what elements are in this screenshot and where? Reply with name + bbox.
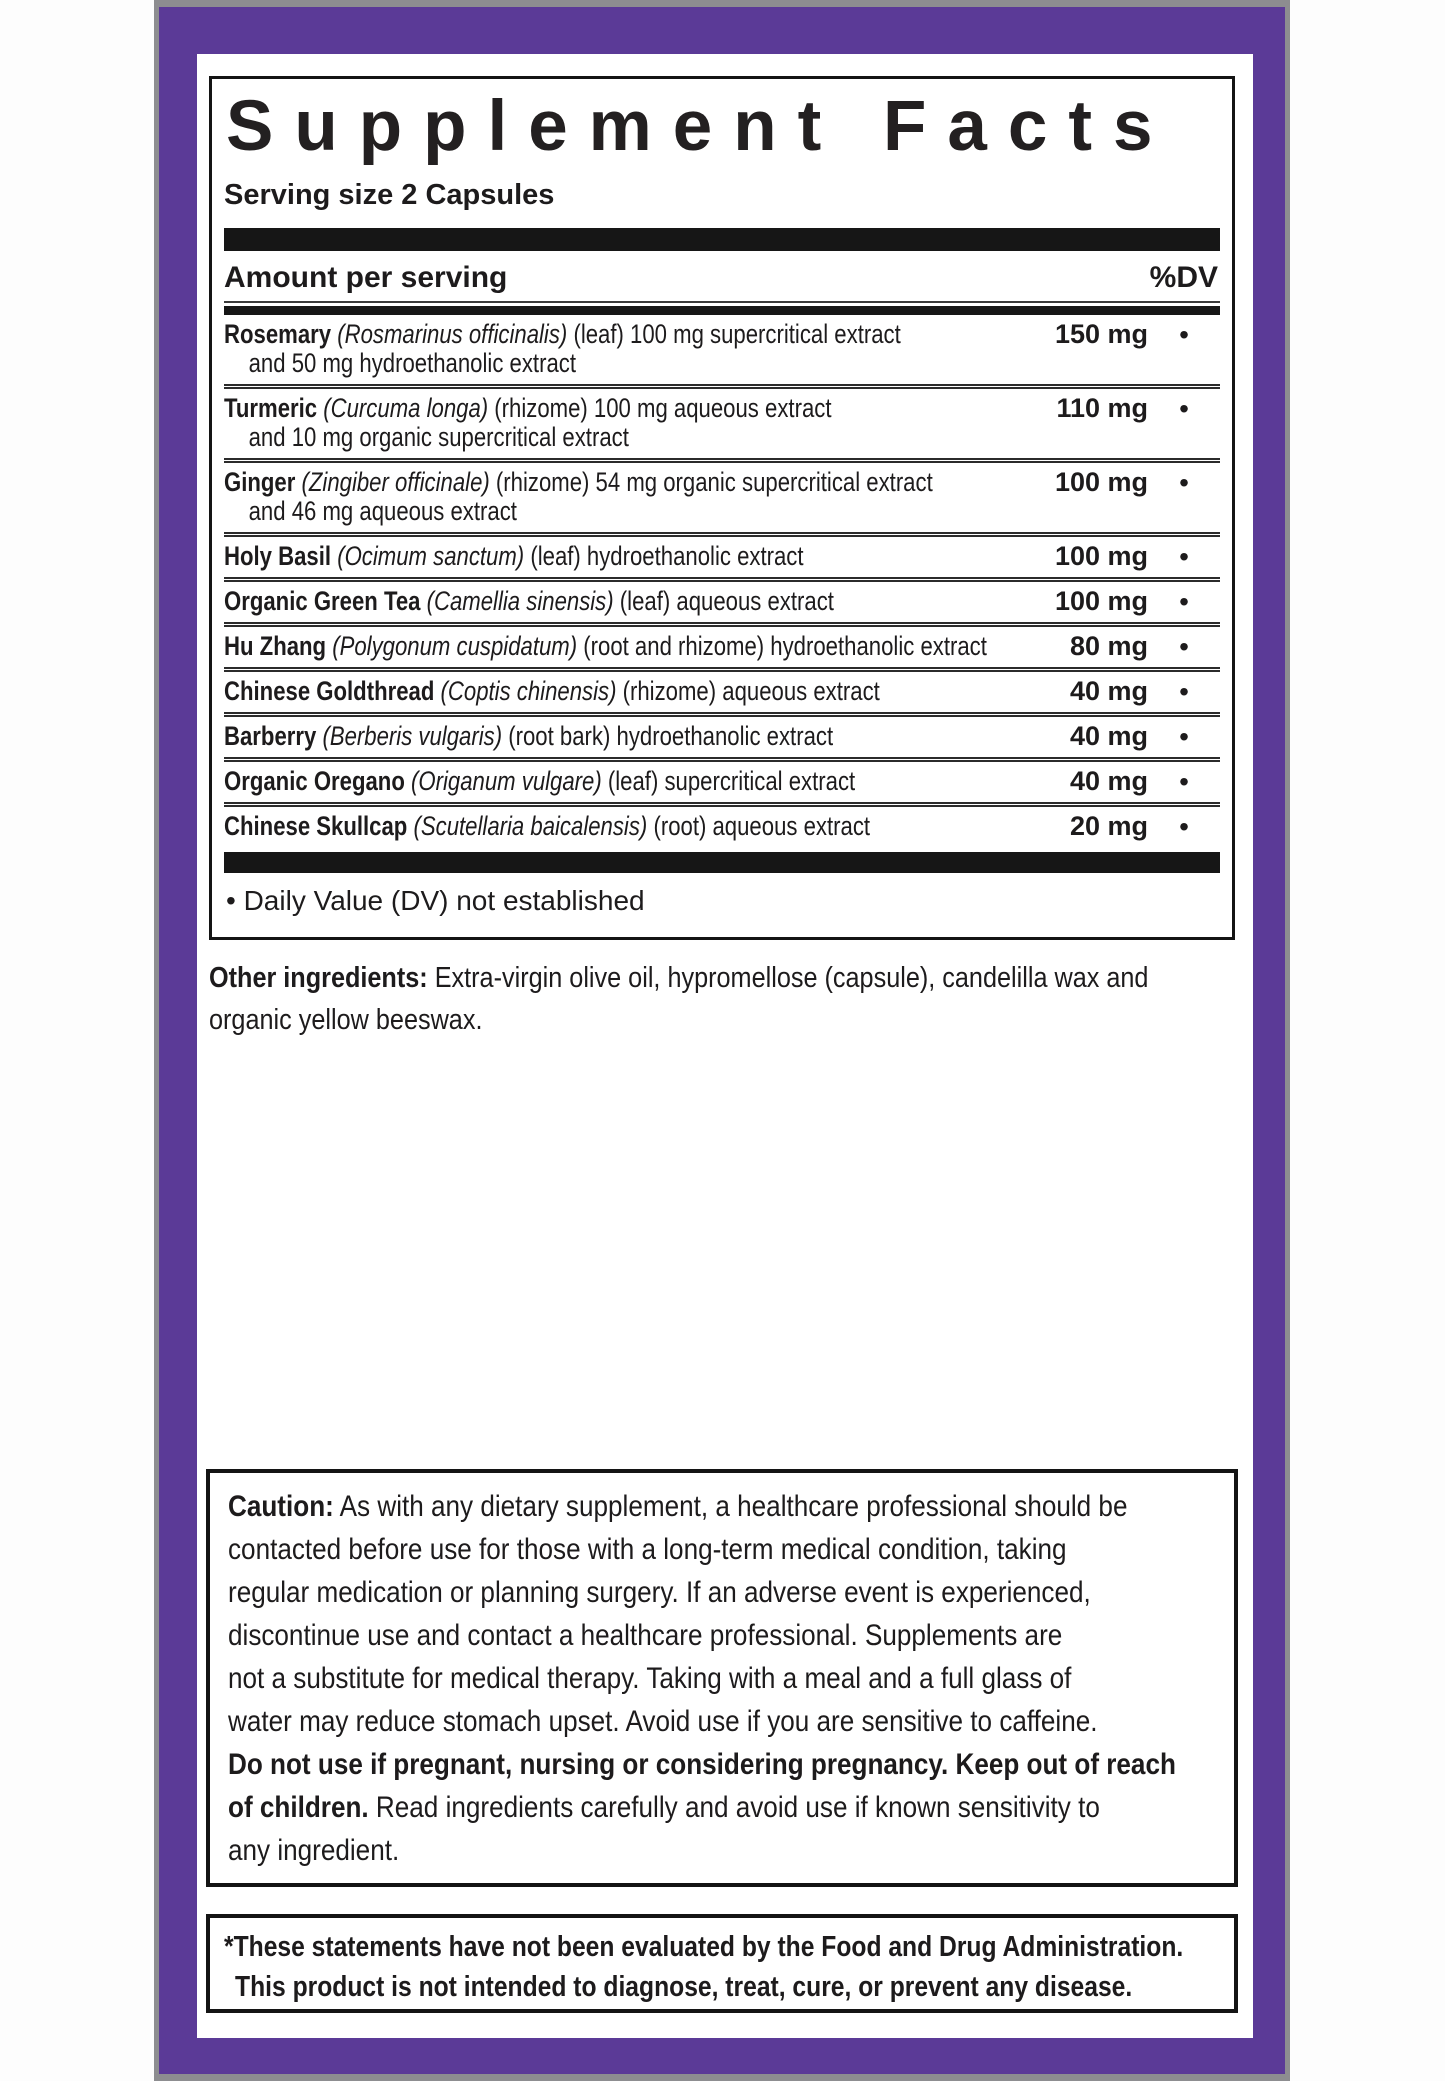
ingredient-text (224, 677, 1008, 706)
table-row (224, 627, 1220, 667)
divider-thick-top (224, 228, 1220, 251)
ingredient-description: (leaf) hydroethanolic extract (530, 541, 804, 571)
ingredient-name: Ginger (224, 467, 302, 497)
amount-value: 110 mg (1056, 393, 1148, 423)
ingredient-name: Organic Oregano (224, 766, 412, 796)
text-line: not a substitute for medical therapy. Taking with a meal and a full glass of (228, 1662, 1072, 1695)
text-line: Do not use if pregnant, nursing or considering pregnancy. Keep out of reach (228, 1748, 1176, 1781)
table-row (224, 807, 1220, 847)
ingredient-name: Turmeric (224, 393, 324, 423)
dv-bullet: • (1179, 676, 1189, 707)
ingredient-description-cont: and 50 mg hydroethanolic extract (248, 348, 576, 378)
ingredient-description-cont: and 10 mg organic supercritical extract (248, 422, 629, 452)
caution-box (206, 1469, 1238, 1887)
amount-value: 40 mg (1069, 766, 1148, 796)
table-row (224, 315, 1220, 384)
ingredient-text (224, 542, 1008, 571)
amount-column-header: Amount per serving (224, 261, 508, 294)
ingredient-description: (rhizome) 54 mg organic supercritical extract (495, 467, 933, 497)
ingredient-description: (leaf) 100 mg supercritical extract (573, 319, 901, 349)
dv-bullet: • (1179, 631, 1189, 662)
ingredient-latin-name: (Ocimum sanctum) (337, 541, 531, 571)
amount-value: 40 mg (1069, 676, 1148, 706)
amount-value: 100 mg (1054, 586, 1148, 616)
ingredient-name: Hu Zhang (224, 631, 333, 661)
ingredient-latin-name: (Camellia sinensis) (426, 586, 620, 616)
panel-title: Supplement Facts (226, 87, 1174, 166)
fda-disclaimer-box (206, 1914, 1238, 2013)
ingredient-latin-name: (Scutellaria baicalensis) (413, 811, 654, 841)
ingredient-name: Barberry (224, 721, 323, 751)
dv-bullet: • (1179, 586, 1189, 617)
ingredient-text (224, 468, 1008, 526)
label-frame (154, 0, 1290, 2081)
ingredient-text (224, 767, 1008, 796)
ingredient-latin-name: (Berberis vulgaris) (322, 721, 509, 751)
ingredient-text (224, 320, 1008, 378)
text-line: any ingredient. (228, 1834, 400, 1867)
text-line: contacted before use for those with a long-term medical condition, taking (228, 1533, 1067, 1566)
text-line: Caution: As with any dietary supplement, a healthcare professional should be (228, 1490, 1128, 1523)
ingredient-name: Chinese Goldthread (224, 676, 441, 706)
ingredient-latin-name: (Rosmarinus officinalis) (337, 319, 574, 349)
ingredient-name: Chinese Skullcap (224, 811, 414, 841)
amount-value: 40 mg (1069, 721, 1148, 751)
ingredient-name: Holy Basil (224, 541, 338, 571)
table-row (224, 717, 1220, 757)
ingredient-description: (rhizome) aqueous extract (622, 676, 880, 706)
dv-bullet: • (1179, 541, 1189, 572)
amount-value: 100 mg (1054, 541, 1148, 571)
dv-bullet: • (1179, 467, 1189, 498)
dv-column-header: %DV (1149, 261, 1218, 294)
dv-bullet: • (1179, 393, 1189, 424)
text-line: organic yellow beeswax. (209, 1004, 483, 1036)
text-line: This product is not intended to diagnose, treat, cure, or prevent any disease. (235, 1971, 1133, 2003)
label-inner (197, 54, 1253, 2038)
ingredient-description: (root and rhizome) hydroethanolic extract (583, 631, 987, 661)
ingredient-text (224, 587, 1008, 616)
table-header (224, 251, 1220, 303)
text-line: discontinue use and contact a healthcare professional. Supplements are (228, 1619, 1063, 1652)
table-row (224, 672, 1220, 712)
ingredient-description: (root bark) hydroethanolic extract (508, 721, 834, 751)
text-line: *These statements have not been evaluated by the Food and Drug Administration. (224, 1931, 1184, 1963)
text-line: regular medication or planning surgery. If an adverse event is experienced, (228, 1576, 1091, 1609)
table-row (224, 762, 1220, 802)
other-ingredients (209, 957, 1223, 1041)
dv-bullet: • (1179, 721, 1189, 752)
ingredient-name: Organic Green Tea (224, 586, 427, 616)
ingredient-name: Rosemary (224, 319, 338, 349)
ingredient-rows (224, 315, 1220, 847)
ingredient-latin-name: (Coptis chinensis) (440, 676, 623, 706)
text-line: water may reduce stomach upset. Avoid use if you are sensitive to caffeine. (228, 1705, 1098, 1738)
amount-value: 80 mg (1069, 631, 1148, 661)
ingredient-description: (root) aqueous extract (653, 811, 871, 841)
ingredient-description: (leaf) supercritical extract (607, 766, 856, 796)
text-line: Other ingredients: Extra-virgin olive oil, hypromellose (capsule), candelilla wax and (209, 962, 1149, 994)
serving-size: Serving size 2 Capsules (224, 179, 555, 211)
table-row (224, 389, 1220, 458)
dv-bullet: • (1179, 811, 1189, 842)
daily-value-note: • Daily Value (DV) not established (226, 885, 645, 916)
ingredient-text (224, 394, 1008, 452)
divider-thick-bottom (224, 852, 1220, 873)
table-row (224, 537, 1220, 577)
ingredient-description: (leaf) aqueous extract (619, 586, 834, 616)
amount-value: 20 mg (1069, 811, 1148, 841)
ingredient-text (224, 812, 1008, 841)
ingredient-latin-name: (Zingiber officinale) (301, 467, 496, 497)
text-line: of children. Read ingredients carefully and avoid use if known sensitivity to (228, 1791, 1100, 1824)
table-row (224, 582, 1220, 622)
dv-bullet: • (1179, 319, 1189, 350)
table-row (224, 463, 1220, 532)
ingredient-description: (rhizome) 100 mg aqueous extract (494, 393, 832, 423)
ingredient-text (224, 632, 1008, 661)
ingredient-latin-name: (Origanum vulgare) (411, 766, 608, 796)
ingredient-latin-name: (Polygonum cuspidatum) (332, 631, 584, 661)
ingredient-description-cont: and 46 mg aqueous extract (248, 496, 517, 526)
ingredient-latin-name: (Curcuma longa) (323, 393, 495, 423)
amount-value: 100 mg (1054, 467, 1148, 497)
divider-medium (224, 306, 1220, 315)
supplement-facts-panel (209, 76, 1235, 940)
amount-value: 150 mg (1054, 319, 1148, 349)
ingredient-text (224, 722, 1008, 751)
dv-bullet: • (1179, 766, 1189, 797)
